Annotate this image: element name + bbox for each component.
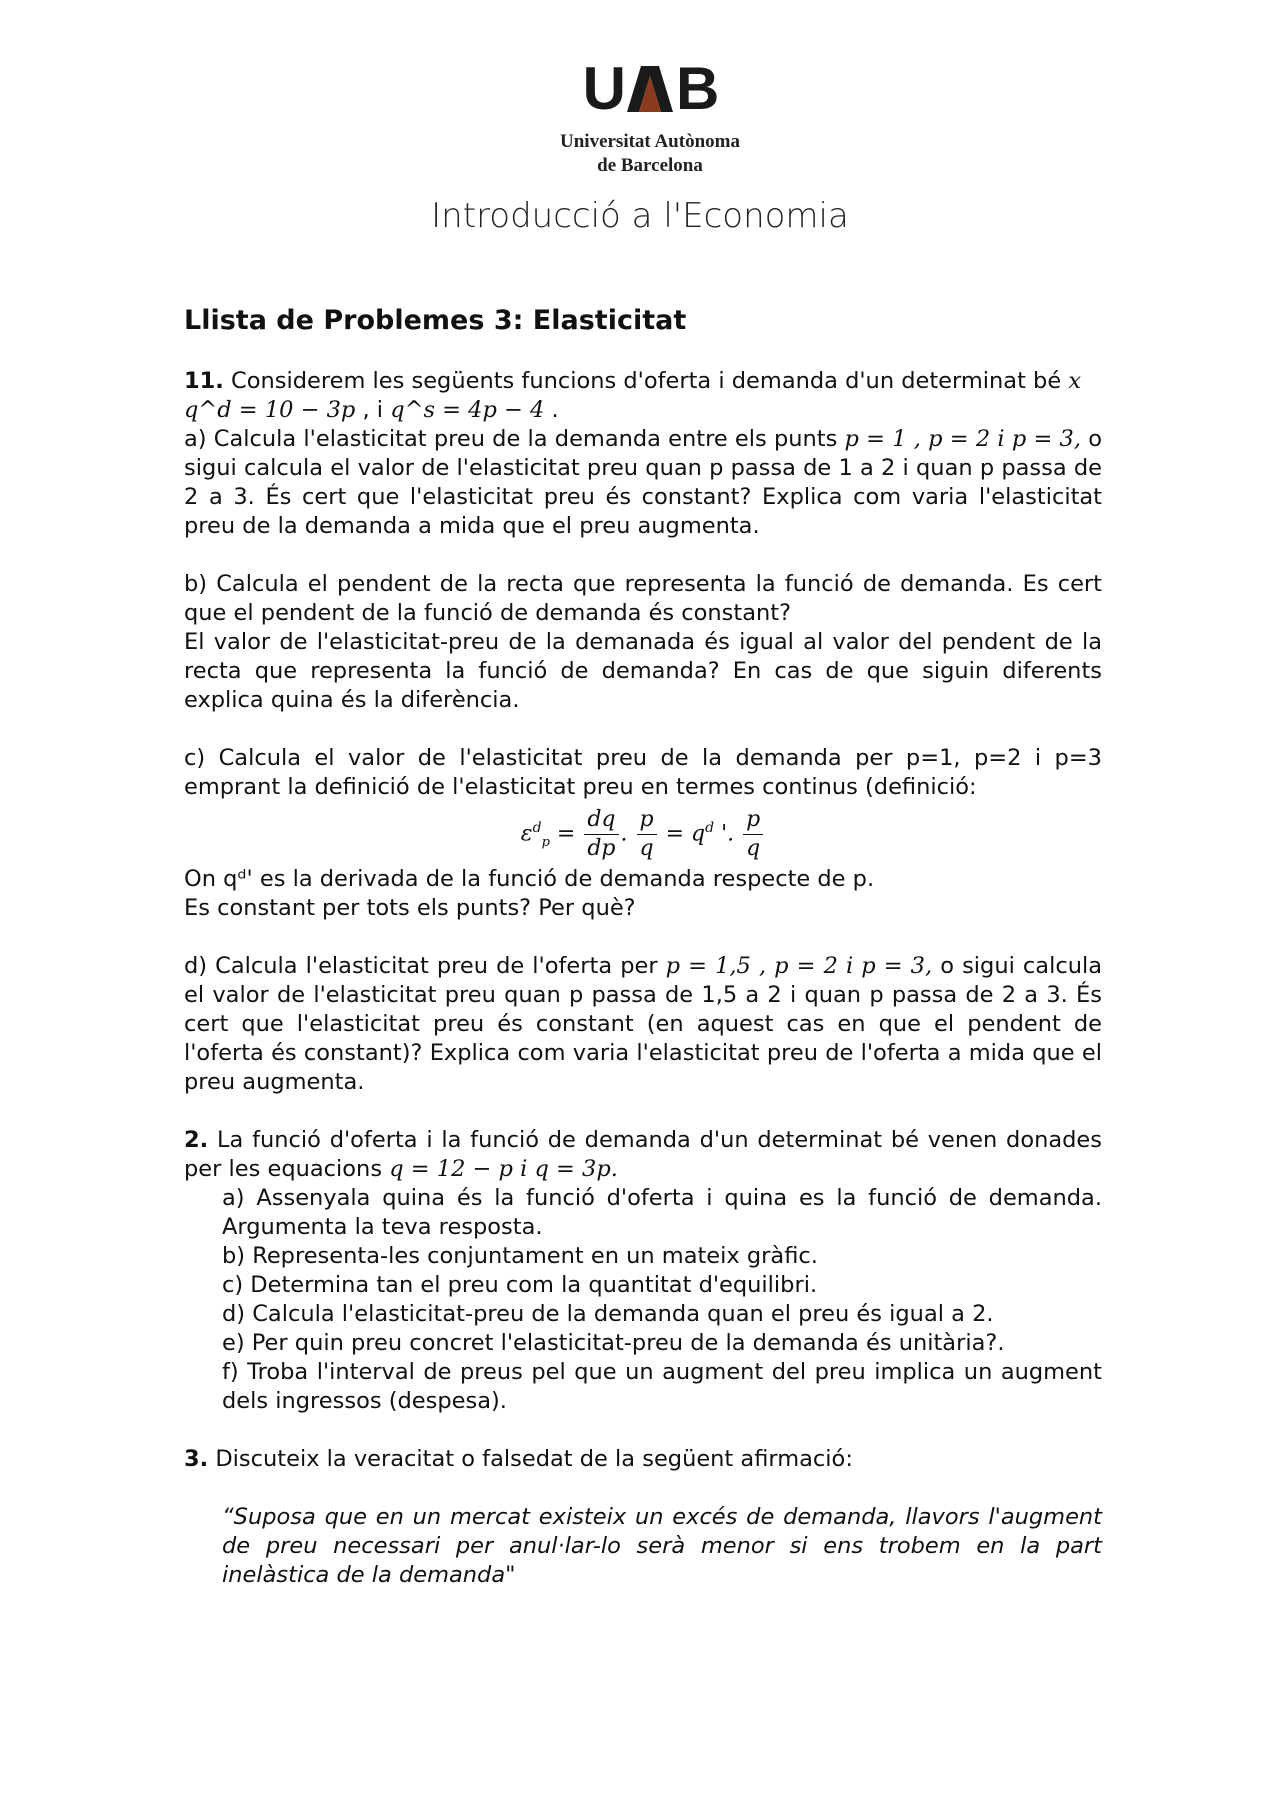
problem-1d-text: d) Calcula l'elasticitat preu de l'oferta per [184, 953, 658, 979]
problem-1-good-var: x [1068, 368, 1082, 394]
problem-2-item: a) Assenyala quina és la funció d'oferta i quina es la funció de demanda. Argumenta la teva resposta. [222, 1185, 1102, 1240]
university-name [540, 130, 760, 178]
problem-1b: b) Calcula el pendent de la recta que representa la funció de demanda. Es cert que el pendent de la funció de demanda és constant? [184, 571, 1102, 626]
uab-logo [540, 55, 760, 178]
problem-2-equations: q = 12 − p i q = 3p. [389, 1156, 618, 1182]
problem-2-item: c) Determina tan el preu com la quantitat d'equilibri. [222, 1272, 818, 1298]
problem-1a-points: p = 1 , p = 2 i p = 3, [844, 426, 1081, 452]
formula-fraction-1 [584, 806, 618, 863]
problem-2-items [184, 1184, 1102, 1416]
uab-logo-mark [540, 55, 760, 122]
problem-1a-text-cont: o sigui calcula el valor de l'elasticitat preu quan p passa de 1 a 2 i quan p passa de 2 a 3. És cert que l'elasticitat preu és constant? Explica com varia l'elasticitat preu de la demanda a mida que el preu augmenta. [184, 426, 1103, 539]
problem-1a [184, 425, 1102, 541]
problem-1c-note: On qᵈ' es la derivada de la funció de demanda respecte de p. [184, 866, 875, 892]
problem-1-equations: q^d = 10 − 3p , i q^s = 4p − 4 . [184, 397, 559, 423]
course-title: Introducció a l'Economia [431, 196, 849, 236]
formula-fraction-3 [743, 806, 763, 863]
document-body [184, 300, 1102, 1590]
elasticity-formula: $\varepsilon^d_p$ = $\frac{dq}{dp}$ . $\frac{p}{q}$ = $q^d$ '. $\frac{p}{q}$ [184, 806, 1102, 863]
formula-epsilon: ε [520, 821, 533, 847]
problem-3-intro-text: Discuteix la veracitat o falsedat de la següent afirmació: [215, 1446, 853, 1472]
problem-1a-text: a) Calcula l'elasticitat preu de la demanda entre els punts [184, 426, 838, 452]
problem-2-item: b) Representa-les conjuntament en un mateix gràfic. [222, 1243, 818, 1269]
problem-1d-mid: o sigui [940, 953, 1015, 979]
formula-den-2: q [639, 836, 654, 861]
formula-num-2: p [637, 806, 657, 835]
problem-2-intro [184, 1126, 1102, 1184]
problem-3-number: 3. [184, 1446, 209, 1472]
problem-list-heading: Llista de Problemes 3: Elasticitat [184, 305, 687, 336]
logo-letter-b: B [676, 55, 718, 122]
demand-equation: q^d = 10 − 3p [184, 397, 356, 423]
logo-a-mark [627, 66, 673, 112]
problem-1c-question: Es constant per tots els punts? Per què? [184, 895, 636, 921]
problem-1d-points: p = 1,5 , p = 2 i p = 3, [665, 953, 933, 979]
formula-num-1: dq [584, 806, 618, 835]
problem-2-intro-text: La funció d'oferta i la funció de demanda d'un determinat bé venen donades per les equacions [184, 1127, 1102, 1182]
problem-1b-cont: El valor de l'elasticitat-preu de la demanada és igual al valor del pendent de la recta que representa la funció de demanda? En cas de que siguin diferents explica quina és la diferència. [184, 629, 1102, 713]
problem-3-intro [184, 1445, 1102, 1474]
problem-1-number: 11. [184, 368, 224, 394]
problem-2-item: e) Per quin preu concret l'elasticitat-preu de la demanda és unitària?. [222, 1330, 1005, 1356]
formula-fraction-2 [637, 806, 657, 863]
problem-3-quote: “Suposa que en un mercat existeix un excés de demanda, llavors l'augment de preu necessari per anul·lar-lo serà menor si ens trobem en la part inelàstica de la demanda" [222, 1504, 1102, 1588]
problem-1-intro-text: Considerem les següents funcions d'oferta i demanda d'un determinat bé [231, 368, 1062, 394]
formula-num-3: p [743, 806, 763, 835]
problem-1d-text-cont: calcula el valor de l'elasticitat preu quan p passa de 1,5 a 2 i quan p passa de 2 a 3. És cert que l'elasticitat preu és constant (en aquest cas en que el pendent de l'oferta és constant)? Explica com varia l'elasticitat preu de l'oferta a mida que el preu augmenta. [184, 953, 1103, 1095]
problem-2-item: f) Troba l'interval de preus pel que un augment del preu implica un augment dels ingressos (despesa). [222, 1359, 1102, 1414]
formula-derivative: = q [665, 821, 706, 847]
problem-1c: c) Calcula el valor de l'elasticitat preu de la demanda per p=1, p=2 i p=3 emprant la definició de l'elasticitat preu en termes continus (definició: [184, 745, 1102, 800]
problem-2-item: d) Calcula l'elasticitat-preu de la demanda quan el preu és igual a 2. [222, 1301, 994, 1327]
supply-equation: q^s = 4p − 4 [390, 397, 545, 423]
problem-1d [184, 952, 1102, 1097]
formula-den-1: dp [587, 836, 616, 861]
university-name-line2: de Barcelona [597, 155, 703, 176]
problem-2-number: 2. [184, 1127, 209, 1153]
university-name-line1: Universitat Autònoma [560, 131, 740, 152]
formula-den-3: q [746, 836, 761, 861]
equation-separator: , i [362, 397, 384, 423]
logo-letter-u: U [582, 55, 624, 122]
problem-1-intro [184, 367, 1102, 396]
